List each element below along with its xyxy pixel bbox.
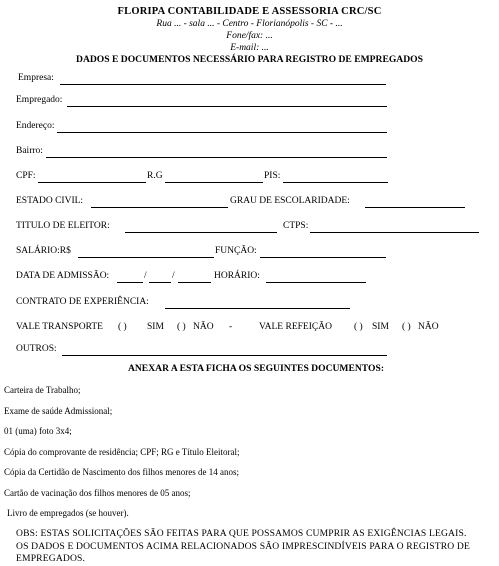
vale-refeicao-nao-label: NÃO xyxy=(418,322,439,332)
outros-label: OUTROS: xyxy=(16,344,57,354)
company-name: FLORIPA CONTABILIDADE E ASSESSORIA CRC/SC xyxy=(117,6,382,17)
salario-field[interactable] xyxy=(78,257,214,258)
vale-transporte-nao-label: NÃO xyxy=(193,322,214,332)
attachment-item: 01 (uma) foto 3x4; xyxy=(4,426,72,436)
company-email: E-mail: ... xyxy=(230,43,269,53)
data-admissao-day-field[interactable] xyxy=(117,282,143,283)
separator-dash: - xyxy=(229,322,233,332)
titulo-eleitor-field[interactable] xyxy=(125,232,277,233)
bairro-field[interactable] xyxy=(46,157,387,158)
vale-transporte-label: VALE TRANSPORTE xyxy=(16,322,103,332)
obs-line: EMPREGADOS. xyxy=(16,553,86,564)
empregado-label: Empregado: xyxy=(16,95,63,105)
vale-transporte-sim-checkbox[interactable]: ( ) xyxy=(118,322,127,332)
date-separator: / xyxy=(172,271,175,281)
vale-refeicao-sim-label: SIM xyxy=(372,322,389,332)
bairro-label: Bairro: xyxy=(16,146,43,156)
grau-escolaridade-label: GRAU DE ESCOLARIDADE: xyxy=(230,196,350,206)
attachment-item: Livro de empregados (se houver). xyxy=(7,508,129,518)
form-title: DADOS E DOCUMENTOS NECESSÁRIO PARA REGISTRO DE EMPREGADOS xyxy=(76,54,423,65)
horario-field[interactable] xyxy=(266,282,366,283)
funcao-label: FUNÇÃO: xyxy=(215,246,257,256)
empresa-field[interactable] xyxy=(60,84,386,85)
grau-escolaridade-field[interactable] xyxy=(365,207,465,208)
contrato-experiencia-label: CONTRATO DE EXPERIÊNCIA: xyxy=(16,297,149,307)
vale-transporte-nao-checkbox[interactable]: ( ) xyxy=(177,322,186,332)
attachments-title: ANEXAR A ESTA FICHA OS SEGUINTES DOCUMENTOS: xyxy=(127,363,385,374)
outros-field[interactable] xyxy=(62,355,387,356)
data-admissao-label: DATA DE ADMISSÃO: xyxy=(16,271,110,281)
salario-label: SALÁRIO:R$ xyxy=(16,246,71,256)
vale-refeicao-nao-checkbox[interactable]: ( ) xyxy=(402,322,411,332)
estado-civil-label: ESTADO CIVIL: xyxy=(16,196,84,206)
ctps-field[interactable] xyxy=(310,232,479,233)
attachment-item: Carteira de Trabalho; xyxy=(4,385,81,395)
funcao-field[interactable] xyxy=(260,257,386,258)
horario-label: HORÁRIO: xyxy=(214,271,260,281)
vale-transporte-sim-label: SIM xyxy=(147,322,164,332)
empresa-label: Empresa: xyxy=(18,73,54,83)
rg-field[interactable] xyxy=(165,182,263,183)
cpf-field[interactable] xyxy=(38,182,146,183)
attachment-item: Cópia da Certidão de Nascimento dos filhos menores de 14 anos; xyxy=(4,467,239,477)
attachment-item: Exame de saúde Admissional; xyxy=(4,406,113,416)
contrato-experiencia-field[interactable] xyxy=(165,308,350,309)
pis-field[interactable] xyxy=(283,182,388,183)
data-admissao-month-field[interactable] xyxy=(149,282,171,283)
obs-line: OBS: ESTAS SOLICITAÇÕES SÃO FEITAS PARA QUE POSSAMOS CUMPRIR AS EXIGÊNCIAS LEGAIS. xyxy=(16,528,467,539)
titulo-eleitor-label: TITULO DE ELEITOR: xyxy=(16,221,110,231)
empregado-field[interactable] xyxy=(67,106,387,107)
data-admissao-year-field[interactable] xyxy=(178,282,211,283)
date-separator: / xyxy=(144,271,147,281)
company-address: Rua ... - sala ... - Centro - Florianópolis - SC - ... xyxy=(156,19,343,29)
endereco-label: Endereço: xyxy=(16,121,55,131)
company-phone: Fone/fax: ... xyxy=(226,31,273,41)
pis-label: PIS: xyxy=(264,171,281,181)
rg-label: R.G xyxy=(147,171,163,181)
endereco-field[interactable] xyxy=(57,132,387,133)
ctps-label: CTPS: xyxy=(283,221,309,231)
cpf-label: CPF: xyxy=(16,171,36,181)
attachment-item: Cópia do comprovante de residência; CPF; RG e Título Eleitoral; xyxy=(4,447,240,457)
vale-refeicao-sim-checkbox[interactable]: ( ) xyxy=(354,322,363,332)
obs-line: OS DADOS E DOCUMENTOS ACIMA RELACIONADOS SÃO IMPRESCINDÍVEIS PARA O REGISTRO DE xyxy=(16,541,471,552)
attachment-item: Cartão de vacinação dos filhos menores de 05 anos; xyxy=(4,488,191,498)
vale-refeicao-label: VALE REFEIÇÃO xyxy=(259,322,332,332)
estado-civil-field[interactable] xyxy=(91,207,228,208)
